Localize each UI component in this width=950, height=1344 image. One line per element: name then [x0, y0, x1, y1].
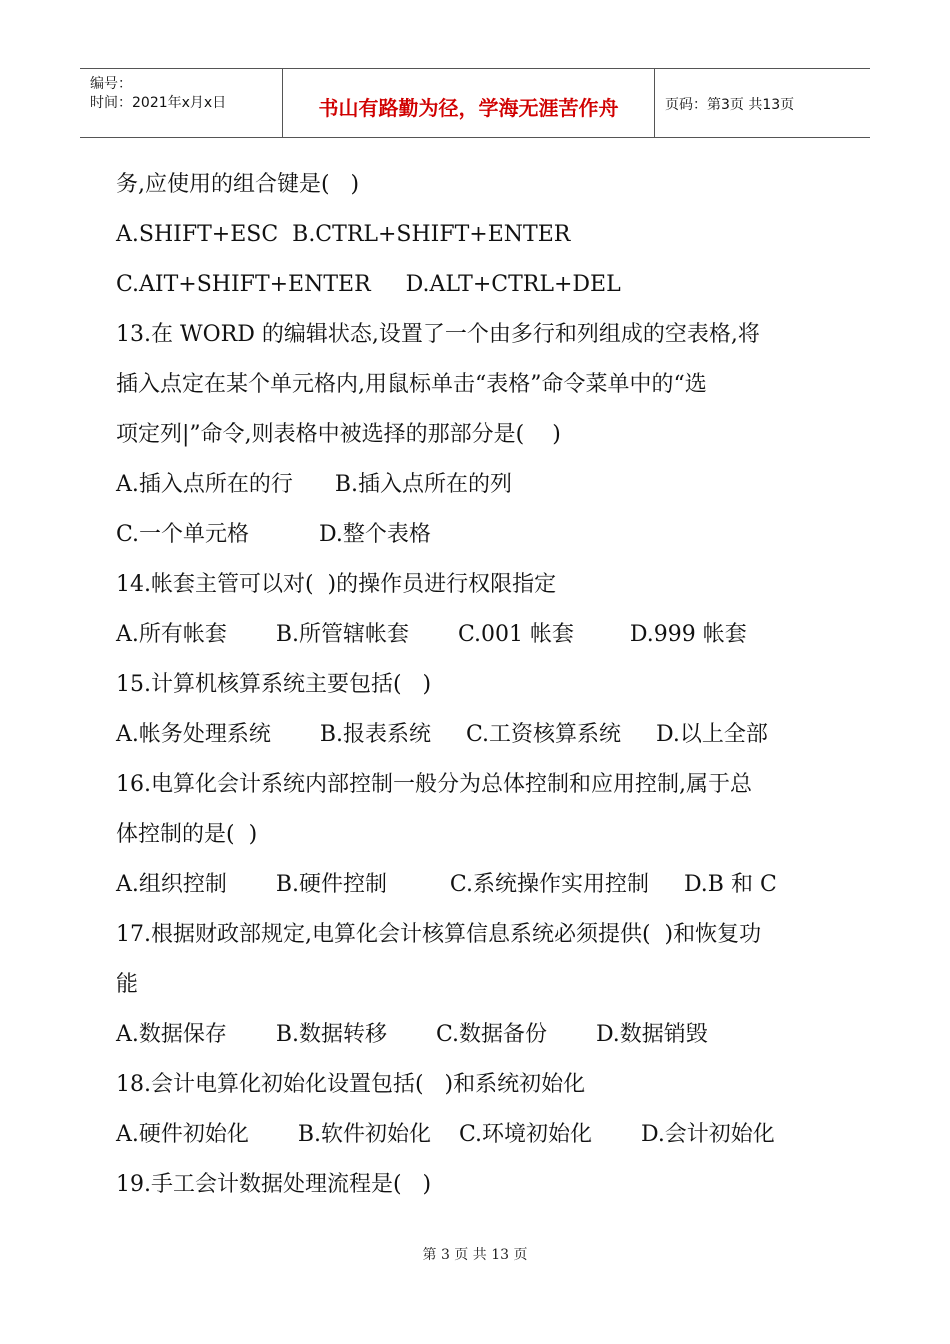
text-line: A.插入点所在的行 B.插入点所在的列	[116, 472, 513, 497]
text-line: 能	[116, 972, 139, 997]
text-line: 务,应使用的组合键是( )	[116, 172, 360, 197]
text-line: A.组织控制 B.硬件控制 C.系统操作实用控制 D.B 和 C	[116, 872, 777, 897]
text-line: A.SHIFT+ESC B.CTRL+SHIFT+ENTER	[116, 222, 571, 247]
text-line: A.数据保存 B.数据转移 C.数据备份 D.数据销毁	[116, 1022, 708, 1047]
text-line: A.所有帐套 B.所管辖帐套 C.001 帐套 D.999 帐套	[116, 622, 747, 647]
text-line: 项定列|”命令,则表格中被选择的那部分是( )	[116, 422, 561, 447]
text-line: 16.电算化会计系统内部控制一般分为总体控制和应用控制,属于总	[116, 772, 752, 797]
header-meta-cell	[80, 69, 283, 137]
text-line: 14.帐套主管可以对( )的操作员进行权限指定	[116, 572, 557, 597]
page-info: 页码：第3页 共13页	[665, 97, 795, 113]
time-label: 时间：2021年x月x日	[90, 95, 227, 111]
text-line: 19.手工会计数据处理流程是( )	[116, 1172, 432, 1197]
header-motto-cell	[283, 69, 655, 137]
text-line: 17.根据财政部规定,电算化会计核算信息系统必须提供( )和恢复功	[116, 922, 762, 947]
document-body	[116, 160, 816, 1210]
text-line: 15.计算机核算系统主要包括( )	[116, 672, 432, 697]
text-line: 体控制的是( )	[116, 822, 258, 847]
text-line: C.AIT+SHIFT+ENTER D.ALT+CTRL+DEL	[116, 272, 621, 297]
page-footer: 第 3 页 共 13 页	[422, 1247, 528, 1263]
text-line: A.帐务处理系统 B.报表系统 C.工资核算系统 D.以上全部	[116, 722, 768, 747]
text-line: A.硬件初始化 B.软件初始化 C.环境初始化 D.会计初始化	[116, 1122, 775, 1147]
number-label: 编号：	[90, 76, 132, 92]
header-page-cell	[655, 69, 870, 137]
text-line: 13.在 WORD 的编辑状态,设置了一个由多行和列组成的空表格,将	[116, 322, 760, 347]
text-line: 18.会计电算化初始化设置包括( )和系统初始化	[116, 1072, 586, 1097]
text-line: C.一个单元格 D.整个表格	[116, 522, 431, 547]
text-line: 插入点定在某个单元格内,用鼠标单击“表格”命令菜单中的“选	[116, 372, 707, 397]
motto-text: 书山有路勤为径，学海无涯苦作舟	[318, 96, 619, 120]
page-header	[80, 68, 870, 138]
